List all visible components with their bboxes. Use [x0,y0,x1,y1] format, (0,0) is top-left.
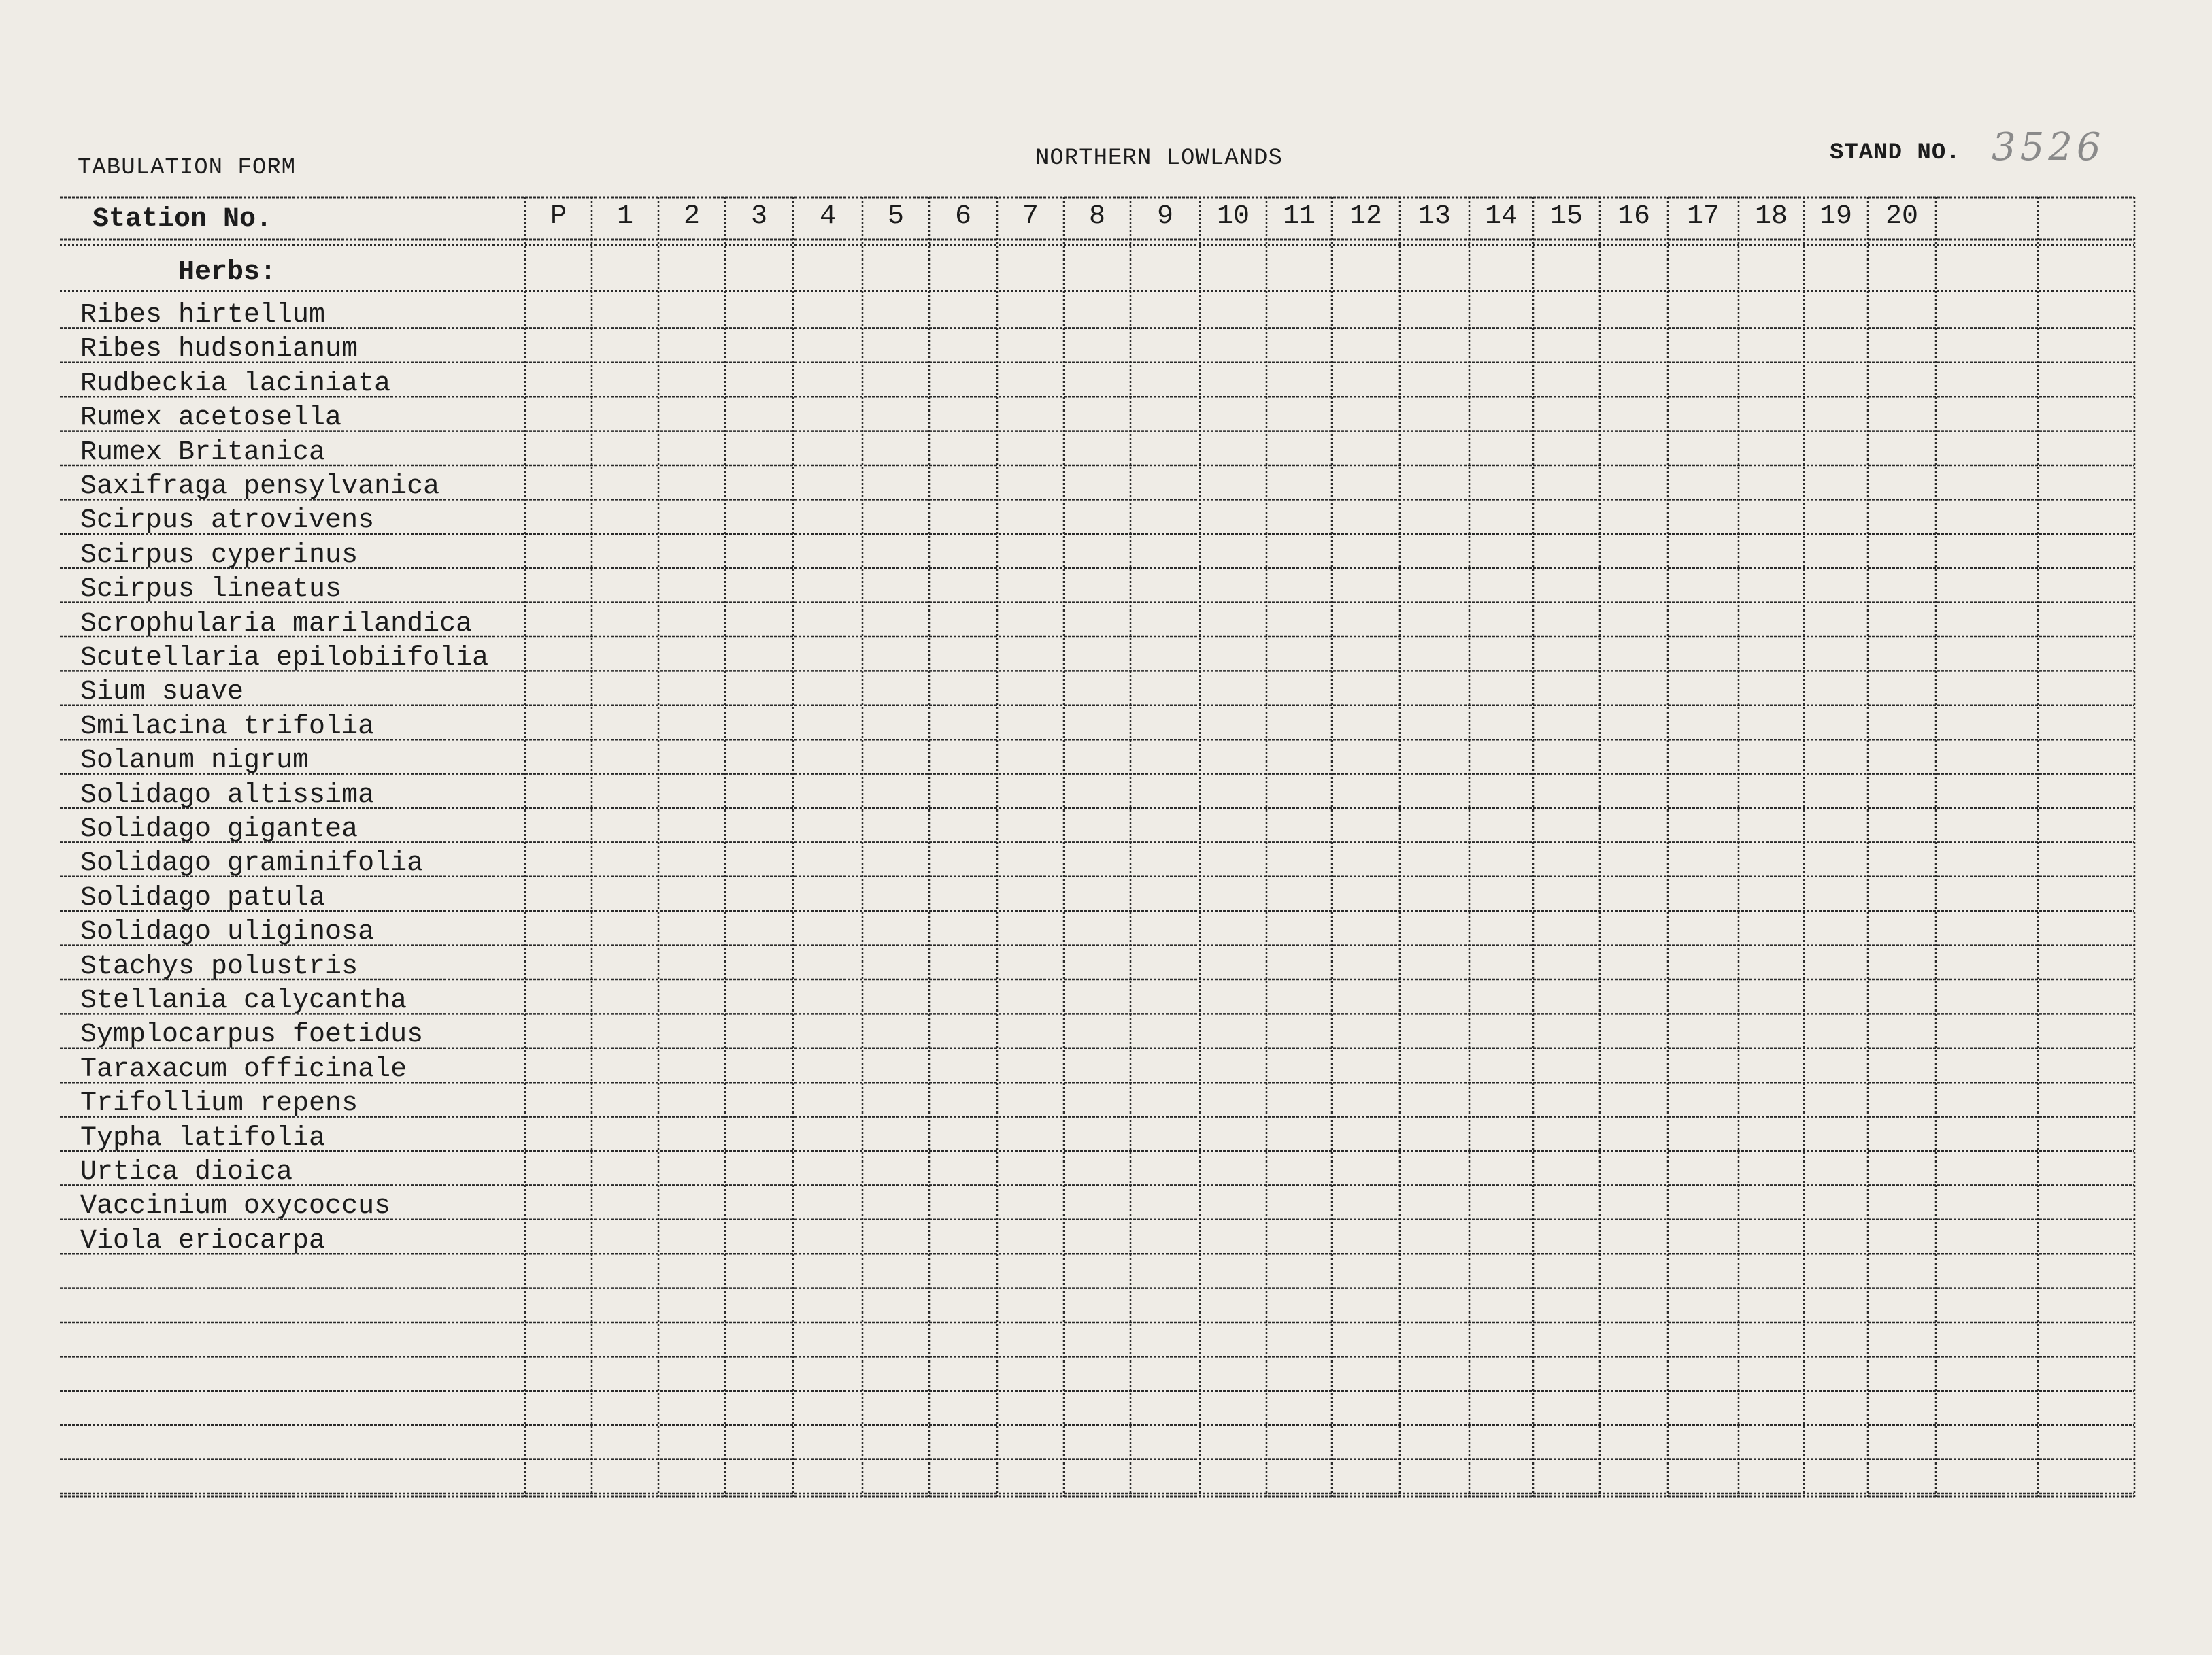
species-label: Scrophularia marilandica [80,608,473,639]
column-header: 2 [683,201,700,232]
species-label: Smilacina trifolia [80,711,375,742]
species-label: Vaccinium oxycoccus [80,1191,391,1222]
stand-label: STAND NO. [1830,140,1961,166]
species-label: Scirpus lineatus [80,574,342,605]
column-header: 9 [1156,201,1173,232]
region-title: NORTHERN LOWLANDS [1035,146,1283,171]
column-header: 12 [1349,201,1382,232]
column-header: 20 [1885,201,1918,232]
species-label: Taraxacum officinale [80,1054,407,1085]
column-header: P [550,201,567,232]
species-label: Scirpus atrovivens [80,505,375,537]
column-header: 1 [616,201,633,232]
species-label: Ribes hirtellum [80,300,326,331]
column-header: 11 [1282,201,1316,232]
column-header: 17 [1686,201,1720,232]
column-header: 8 [1088,201,1105,232]
species-label: Scutellaria epilobiifolia [80,643,489,673]
species-label: Trifollium repens [80,1088,358,1120]
species-label: Symplocarpus foetidus [80,1020,424,1051]
species-label: Scirpus cyperinus [80,539,358,571]
column-header: 10 [1216,201,1250,232]
species-label: Solidago uliginosa [80,917,375,948]
species-label: Typha latifolia [80,1122,326,1154]
section-label: Herbs: [178,257,277,288]
form-title: TABULATION FORM [78,155,297,181]
column-header: 3 [750,201,767,232]
species-label: Solidago graminifolia [80,848,424,880]
species-label: Rudbeckia laciniata [80,368,391,399]
station-label: Station No. [93,204,273,235]
species-label: Solanum nigrum [80,746,309,777]
species-label: Saxifraga pensylvanica [80,471,440,502]
column-header: 15 [1549,201,1583,232]
species-label: Rumex Britanica [80,437,326,468]
column-header: 4 [819,201,836,232]
species-label: Solidago altissima [80,780,375,811]
column-header: 13 [1418,201,1451,232]
column-header: 14 [1484,201,1518,232]
species-label: Stachys polustris [80,951,358,982]
column-header: 18 [1754,201,1788,232]
species-label: Viola eriocarpa [80,1225,326,1256]
column-header: 5 [887,201,904,232]
column-header: 7 [1022,201,1039,232]
species-label: Rumex acetosella [80,403,342,434]
column-header: 19 [1819,201,1852,232]
species-label: Solidago gigantea [80,814,358,845]
column-header: 6 [954,201,971,232]
species-label: Sium suave [80,677,244,708]
stand-number: 3526 [1992,125,2105,169]
species-label: Ribes hudsonianum [80,334,358,365]
column-header: 16 [1617,201,1650,232]
species-label: Solidago patula [80,882,326,914]
species-label: Urtica dioica [80,1157,293,1188]
species-label: Stellania calycantha [80,986,407,1016]
